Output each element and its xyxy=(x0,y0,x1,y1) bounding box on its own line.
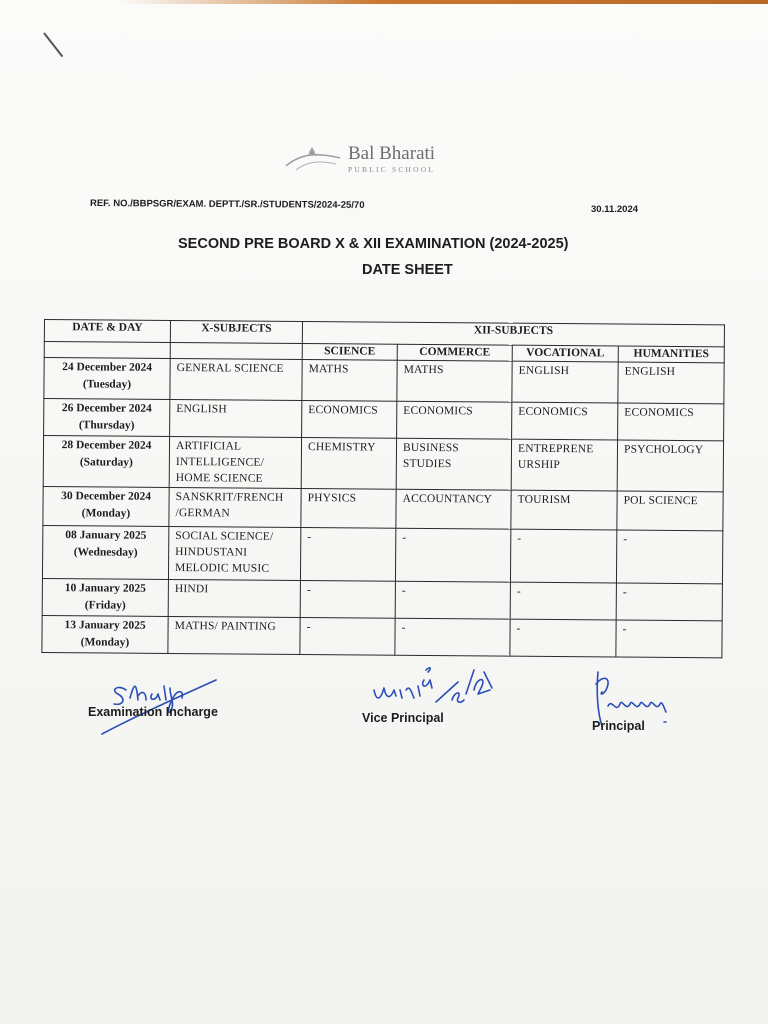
science-cell: CHEMISTRY xyxy=(301,438,396,490)
exam-incharge-signature xyxy=(96,660,226,740)
exam-day: (Monday) xyxy=(81,507,131,520)
x-subject-cell: MATHS/ PAINTING xyxy=(168,616,300,654)
x-subject-cell: SANSKRIT/FRENCH /GERMAN xyxy=(169,487,301,527)
humanities-cell: PSYCHOLOGY xyxy=(617,440,723,492)
humanities-cell: - xyxy=(616,530,722,584)
pen-mark xyxy=(43,32,63,57)
table-row xyxy=(42,525,722,583)
commerce-cell: - xyxy=(395,618,510,656)
exam-day: (Monday) xyxy=(80,636,130,649)
humanities-cell: POL SCIENCE xyxy=(617,491,723,531)
date-cell xyxy=(42,525,168,579)
humanities-cell: - xyxy=(616,620,722,658)
table-row xyxy=(43,436,723,492)
date-sheet-table-wrapper xyxy=(41,319,724,658)
page-edge-shadow xyxy=(120,0,768,4)
date-cell xyxy=(44,358,170,400)
header-humanities: HUMANITIES xyxy=(618,346,724,363)
exam-date: 13 January 2025 xyxy=(64,619,146,632)
commerce-cell: ACCOUNTANCY xyxy=(396,489,511,529)
exam-date: 24 December 2024 xyxy=(62,361,153,374)
document-date: 30.11.2024 xyxy=(591,204,639,215)
humanities-cell: ENGLISH xyxy=(618,362,724,404)
commerce-cell: BUSINESS STUDIES xyxy=(396,438,511,490)
date-cell xyxy=(44,399,170,437)
table-row xyxy=(44,399,724,441)
date-cell xyxy=(42,615,168,653)
commerce-cell: ECONOMICS xyxy=(397,401,512,439)
vocational-cell: - xyxy=(510,619,616,657)
exam-date: 10 January 2025 xyxy=(64,582,147,595)
date-cell xyxy=(42,578,168,616)
exam-day: (Thursday) xyxy=(78,419,135,432)
vocational-cell: ECONOMICS xyxy=(512,402,618,440)
vocational-cell: ENTREPRENE URSHIP xyxy=(511,439,617,491)
science-cell: - xyxy=(300,618,395,656)
commerce-cell: - xyxy=(395,581,510,619)
exam-day: (Tuesday) xyxy=(82,378,132,391)
x-subject-cell: HINDI xyxy=(168,579,300,617)
header-commerce: COMMERCE xyxy=(397,344,512,361)
date-sheet-table xyxy=(41,319,725,658)
exam-incharge-label: Examination Incharge xyxy=(88,705,218,719)
science-cell: - xyxy=(300,528,395,582)
humanities-cell: - xyxy=(616,583,722,621)
header-science: SCIENCE xyxy=(302,344,397,361)
x-subject-cell: ARTIFICIAL INTELLIGENCE/ HOME SCIENCE xyxy=(169,436,301,488)
principal-label: Principal xyxy=(592,719,645,733)
header-vocational: VOCATIONAL xyxy=(512,345,618,362)
school-name: Bal Bharati xyxy=(348,143,436,164)
exam-day: (Wednesday) xyxy=(73,546,138,559)
vice-principal-label: Vice Principal xyxy=(362,711,444,725)
date-cell xyxy=(43,436,169,488)
table-row xyxy=(42,578,722,620)
logo-swoosh-icon xyxy=(282,140,344,180)
table-row xyxy=(44,358,724,404)
vocational-cell: TOURISM xyxy=(511,490,617,530)
science-cell: - xyxy=(300,581,395,619)
exam-day: (Friday) xyxy=(84,599,126,612)
x-subject-cell: SOCIAL SCIENCE/ HINDUSTANI MELODIC MUSIC xyxy=(168,526,300,580)
humanities-cell: ECONOMICS xyxy=(618,403,724,441)
reference-number: REF. NO./BBPSGR/EXAM. DEPTT./SR./STUDENTS/2024-25/70 xyxy=(89,198,365,211)
header-x-subjects: X-SUBJECTS xyxy=(170,320,302,343)
header-blank-x xyxy=(170,342,302,359)
header-xii-subjects: XII-SUBJECTS xyxy=(302,322,724,347)
table-row xyxy=(43,486,723,530)
exam-date: 30 December 2024 xyxy=(61,490,152,503)
exam-date: 08 January 2025 xyxy=(65,529,147,542)
exam-date: 28 December 2024 xyxy=(61,439,152,452)
commerce-cell: - xyxy=(395,528,510,582)
vocational-cell: - xyxy=(510,529,616,583)
science-cell: ECONOMICS xyxy=(302,401,397,439)
x-subject-cell: GENERAL SCIENCE xyxy=(170,358,302,400)
science-cell: PHYSICS xyxy=(301,489,396,529)
exam-day: (Saturday) xyxy=(79,456,133,469)
science-cell: MATHS xyxy=(302,360,397,402)
vice-principal-signature xyxy=(366,650,506,720)
x-subject-cell: ENGLISH xyxy=(170,399,302,437)
vocational-cell: - xyxy=(510,582,616,620)
date-sheet-title: DATE SHEET xyxy=(362,262,453,278)
commerce-cell: MATHS xyxy=(397,360,512,402)
header-date-day: DATE & DAY xyxy=(44,320,170,343)
date-cell xyxy=(43,486,169,526)
exam-date: 26 December 2024 xyxy=(61,402,152,415)
header-blank-date xyxy=(44,342,170,359)
school-logo xyxy=(282,140,482,180)
school-subtitle: PUBLIC SCHOOL xyxy=(348,165,436,174)
exam-title: SECOND PRE BOARD X & XII EXAMINATION (2024-2025) xyxy=(178,236,569,252)
vocational-cell: ENGLISH xyxy=(512,361,618,403)
